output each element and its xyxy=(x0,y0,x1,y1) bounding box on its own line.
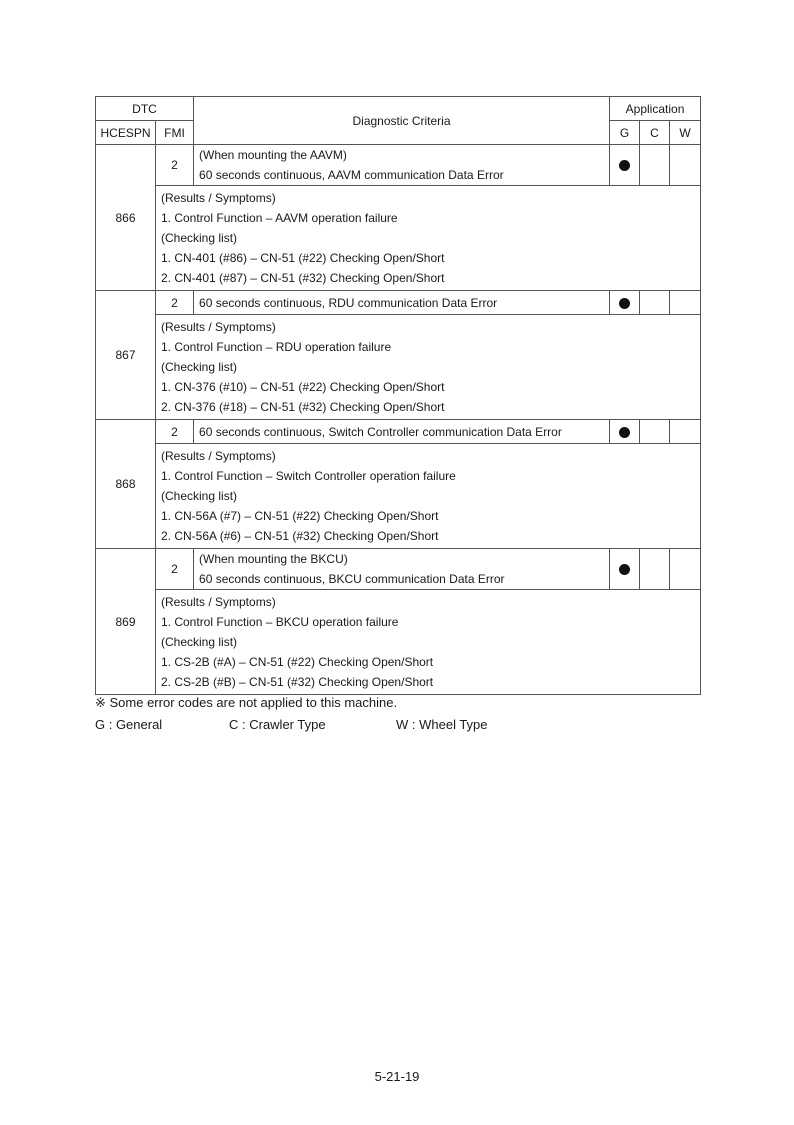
detail-line: 2. CN-376 (#18) – CN-51 (#32) Checking Open/Short xyxy=(161,400,445,414)
criteria-line: 60 seconds continuous, AAVM communication Data Error xyxy=(199,168,504,182)
legend-crawler: C : Crawler Type xyxy=(229,717,326,732)
general-header: G xyxy=(610,121,640,145)
fmi-code: 2 xyxy=(156,291,194,315)
hcespn-code: 867 xyxy=(96,291,156,420)
applicable-dot-icon xyxy=(619,564,630,575)
fmi-code: 2 xyxy=(156,145,194,186)
application-w-cell xyxy=(670,549,701,590)
detail-line: 1. CN-401 (#86) – CN-51 (#22) Checking Open/Short xyxy=(161,251,445,265)
detail-line: 2. CN-401 (#87) – CN-51 (#32) Checking Open/Short xyxy=(161,271,445,285)
fmi-code: 2 xyxy=(156,420,194,444)
criteria-line: 60 seconds continuous, Switch Controller communication Data Error xyxy=(199,424,562,439)
diagnostic-criteria xyxy=(194,145,610,186)
dtc-detail-row xyxy=(96,590,701,695)
application-c-cell xyxy=(640,291,670,315)
results-and-checklist xyxy=(156,444,701,549)
detail-line: (Results / Symptoms) xyxy=(161,449,276,463)
detail-line: (Results / Symptoms) xyxy=(161,595,276,609)
detail-line: (Results / Symptoms) xyxy=(161,320,276,334)
results-and-checklist xyxy=(156,590,701,695)
detail-line: 1. CN-56A (#7) – CN-51 (#22) Checking Open/Short xyxy=(161,509,439,523)
detail-line: 2. CS-2B (#B) – CN-51 (#32) Checking Open/Short xyxy=(161,675,434,689)
fmi-header: FMI xyxy=(156,121,194,145)
dtc-detail-row xyxy=(96,444,701,549)
detail-line: 1. CN-376 (#10) – CN-51 (#22) Checking Open/Short xyxy=(161,380,445,394)
applicable-dot-icon xyxy=(619,427,630,438)
hcespn-header: HCESPN xyxy=(96,121,156,145)
note-text: ※ Some error codes are not applied to this machine. xyxy=(95,695,398,710)
results-and-checklist xyxy=(156,315,701,420)
diagnostic-criteria-header: Diagnostic Criteria xyxy=(194,97,610,145)
wheel-header: W xyxy=(670,121,701,145)
legend-general: G : General xyxy=(95,717,163,732)
diagnostic-criteria xyxy=(194,291,610,315)
dtc-detail-row xyxy=(96,315,701,420)
criteria-line: 60 seconds continuous, BKCU communication Data Error xyxy=(199,572,505,586)
detail-line: (Checking list) xyxy=(161,360,238,374)
detail-line: (Results / Symptoms) xyxy=(161,191,276,205)
application-g-cell xyxy=(610,145,640,186)
application-w-cell xyxy=(670,291,701,315)
detail-line: (Checking list) xyxy=(161,635,238,649)
results-and-checklist xyxy=(156,186,701,291)
detail-line: 2. CN-56A (#6) – CN-51 (#32) Checking Open/Short xyxy=(161,529,439,543)
applicable-dot-icon xyxy=(619,160,630,171)
application-g-cell xyxy=(610,291,640,315)
criteria-line: (When mounting the BKCU) xyxy=(199,552,348,566)
application-g-cell xyxy=(610,549,640,590)
detail-line: 1. Control Function – BKCU operation failure xyxy=(161,615,399,629)
crawler-header: C xyxy=(640,121,670,145)
application-g-cell xyxy=(610,420,640,444)
detail-line: 1. CS-2B (#A) – CN-51 (#22) Checking Open/Short xyxy=(161,655,434,669)
application-c-cell xyxy=(640,549,670,590)
dtc-criteria-row xyxy=(96,145,701,186)
application-c-cell xyxy=(640,145,670,186)
diagnostic-criteria xyxy=(194,549,610,590)
dtc-detail-row xyxy=(96,186,701,291)
application-w-cell xyxy=(670,145,701,186)
detail-line: 1. Control Function – AAVM operation failure xyxy=(161,211,398,225)
detail-line: (Checking list) xyxy=(161,489,238,503)
detail-line: 1. Control Function – RDU operation failure xyxy=(161,340,392,354)
detail-line: (Checking list) xyxy=(161,231,238,245)
dtc-header: DTC xyxy=(96,97,194,121)
criteria-line: (When mounting the AAVM) xyxy=(199,148,347,162)
hcespn-code: 869 xyxy=(96,549,156,695)
application-w-cell xyxy=(670,420,701,444)
dtc-criteria-row xyxy=(96,291,701,315)
dtc-table xyxy=(95,96,701,695)
detail-line: 1. Control Function – Switch Controller operation failure xyxy=(161,469,456,483)
dtc-criteria-row xyxy=(96,549,701,590)
legend-wheel: W : Wheel Type xyxy=(396,717,488,732)
applicable-dot-icon xyxy=(619,298,630,309)
application-c-cell xyxy=(640,420,670,444)
criteria-line: 60 seconds continuous, RDU communication Data Error xyxy=(199,295,498,310)
page-number: 5-21-19 xyxy=(374,1069,420,1084)
table-header-row-1 xyxy=(96,97,701,121)
hcespn-code: 868 xyxy=(96,420,156,549)
diagnostic-criteria xyxy=(194,420,610,444)
hcespn-code: 866 xyxy=(96,145,156,291)
dtc-criteria-row xyxy=(96,420,701,444)
fmi-code: 2 xyxy=(156,549,194,590)
application-header: Application xyxy=(610,97,701,121)
